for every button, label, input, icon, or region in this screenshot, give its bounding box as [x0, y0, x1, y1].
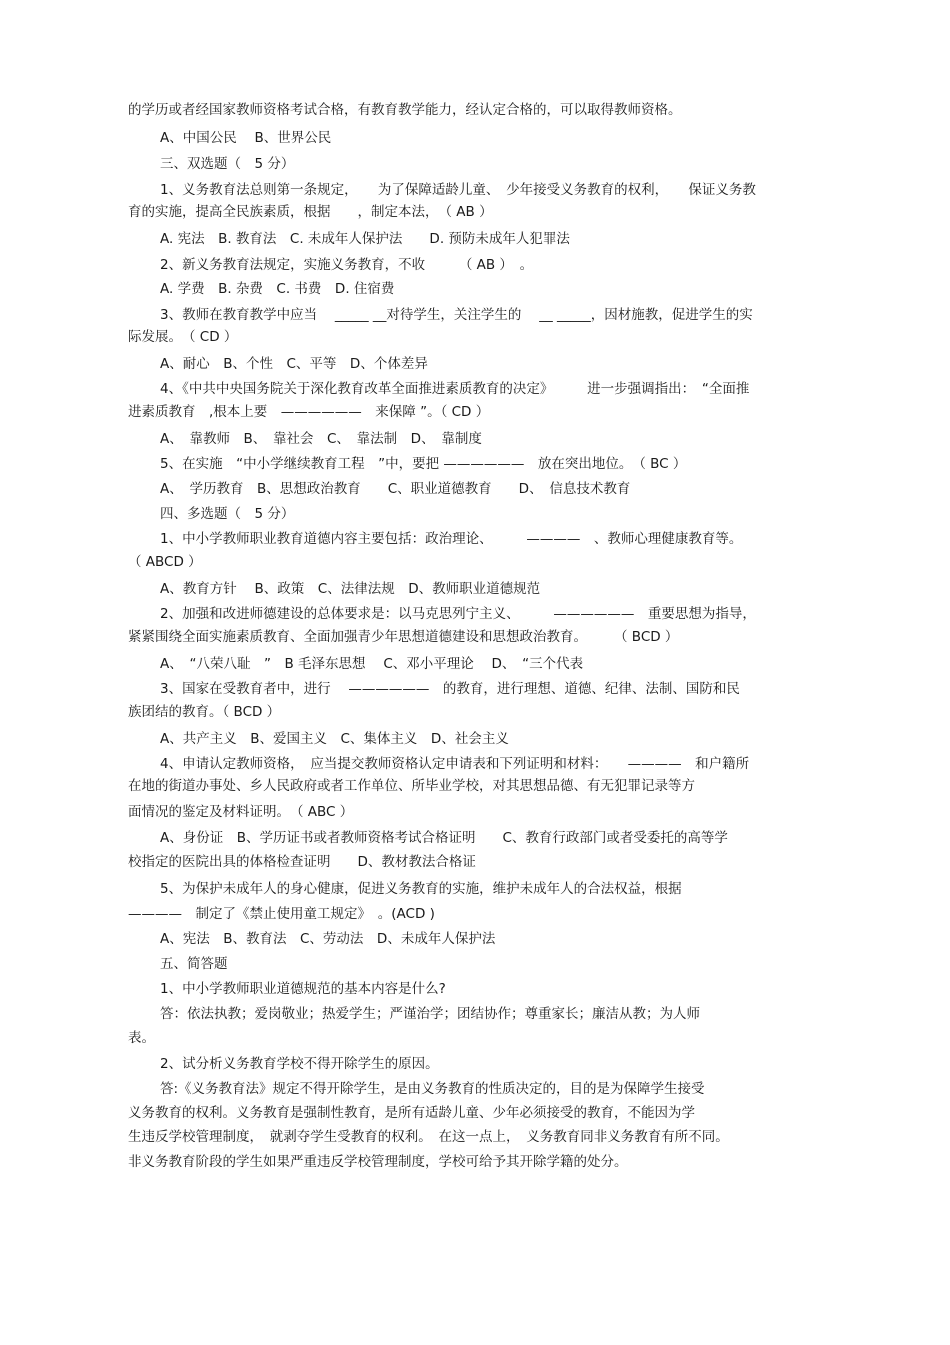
- question-line: 5、为保护未成年人的身心健康，促进义务教育的实施，维护未成年人的合法权益，根据: [160, 881, 682, 897]
- option-line: 校指定的医院出具的体格检查证明 D、教材教法合格证: [128, 854, 476, 870]
- option-line: A. 宪法 B. 教育法 C. 未成年人保护法 D. 预防未成年人犯罪法: [160, 231, 570, 247]
- option-line: A、 靠教师 B、 靠社会 C、 靠法制 D、 靠制度: [160, 431, 482, 447]
- section-heading: 四、多选题（ 5 分）: [160, 506, 295, 522]
- option-line: A、身份证 B、学历证书或者教师资格考试合格证明 C、教育行政部门或者受委托的高等学: [160, 830, 728, 846]
- option-line: A、耐心 B、个性 C、平等 D、个体差异: [160, 356, 428, 372]
- question-line: 族团结的教育。（ BCD ）: [128, 704, 281, 720]
- question-line: 在地的街道办事处、乡人民政府或者工作单位、所毕业学校，对其思想品德、有无犯罪记录等方: [128, 778, 695, 794]
- question-line: 5、在实施 “中小学继续教育工程 ”中，要把 —————— 放在突出地位。 （ BC ）: [160, 456, 687, 472]
- question-line: 1、义务教育法总则第一条规定， 为了保障适龄儿童、 少年接受义务教育的权利， 保证义务教: [160, 182, 756, 198]
- question-line: 进素质教育 ,根本上要 —————— 来保障 ”。（ CD ）: [128, 404, 490, 420]
- text-line: 的学历或者经国家教师资格考试合格，有教育教学能力，经认定合格的，可以取得教师资格。: [128, 102, 682, 118]
- question-line: 3、国家在受教育者中，进行 —————— 的教育，进行理想、道德、纪律、法制、国防和民: [160, 681, 740, 697]
- section-heading: 五、简答题: [160, 956, 228, 972]
- option-line: A、 “八荣八耻 ” B 毛泽东思想 C、邓小平理论 D、 “三个代表: [160, 656, 584, 672]
- question-line: 际发展。 （ CD ）: [128, 329, 238, 345]
- option-line: A、教育方针 B、政策 C、法律法规 D、教师职业道德规范: [160, 581, 541, 597]
- answer-line: 答：依法执教；爱岗敬业；热爱学生；严谨治学；团结协作；尊重家长；廉洁从教；为人师: [160, 1006, 700, 1022]
- answer-line: 义务教育的权利。义务教育是强制性教育，是所有适龄儿童、少年必须接受的教育，不能因为学: [128, 1105, 695, 1121]
- question-line: 3、教师在教育教学中应当 _____ __对待学生，关注学生的 __ _____，因材施教，促进学生的实: [160, 307, 753, 323]
- question-line: 1、中小学教师职业道德规范的基本内容是什么?: [160, 981, 446, 997]
- question-line: 4、申请认定教师资格， 应当提交教师资格认定申请表和下列证明和材料： ———— 和户籍所: [160, 756, 750, 772]
- question-line: 面情况的鉴定及材料证明。 （ ABC ）: [128, 804, 354, 820]
- question-line: 紧紧围绕全面实施素质教育、全面加强青少年思想道德建设和思想政治教育。 （ BCD ）: [128, 629, 679, 645]
- option-line: A、 学历教育 B、思想政治教育 C、职业道德教育 D、 信息技术教育: [160, 481, 631, 497]
- answer-line: 表。: [128, 1030, 155, 1046]
- option-line: A、中国公民 B、世界公民: [160, 130, 332, 146]
- option-line: A. 学费 B. 杂费 C. 书费 D. 住宿费: [160, 281, 395, 297]
- answer-key: （ ABCD ）: [128, 554, 202, 570]
- question-line: 1、中小学教师职业教育道德内容主要包括：政治理论、 ———— 、教师心理健康教育等。: [160, 531, 743, 547]
- section-heading: 三、双选题（ 5 分）: [160, 156, 295, 172]
- answer-line: 生违反学校管理制度， 就剥夺学生受教育的权利。 在这一点上， 义务教育同非义务教育有所不同。: [128, 1129, 729, 1145]
- option-line: A、共产主义 B、爱国主义 C、集体主义 D、社会主义: [160, 731, 509, 747]
- question-line: 2、试分析义务教育学校不得开除学生的原因。: [160, 1056, 439, 1072]
- question-line: 4、《中共中央国务院关于深化教育改革全面推进素质教育的决定》 进一步强调指出： “全面推: [160, 381, 750, 397]
- question-line: 2、新义务教育法规定，实施义务教育，不收 （ AB ） 。: [160, 257, 534, 273]
- answer-line: 非义务教育阶段的学生如果严重违反学校管理制度，学校可给予其开除学籍的处分。: [128, 1154, 628, 1170]
- answer-line: 答:《义务教育法》规定不得开除学生，是由义务教育的性质决定的，目的是为保障学生接受: [160, 1081, 705, 1097]
- question-line: 育的实施，提高全民族素质，根据 ，制定本法， （ AB ）: [128, 204, 493, 220]
- question-line: ———— 制定了《禁止使用童工规定》 。(ACD ): [128, 906, 435, 922]
- option-line: A、宪法 B、教育法 C、劳动法 D、未成年人保护法: [160, 931, 496, 947]
- question-line: 2、加强和改进师德建设的总体要求是：以马克思列宁主义、 —————— 重要思想为指导，: [160, 606, 756, 622]
